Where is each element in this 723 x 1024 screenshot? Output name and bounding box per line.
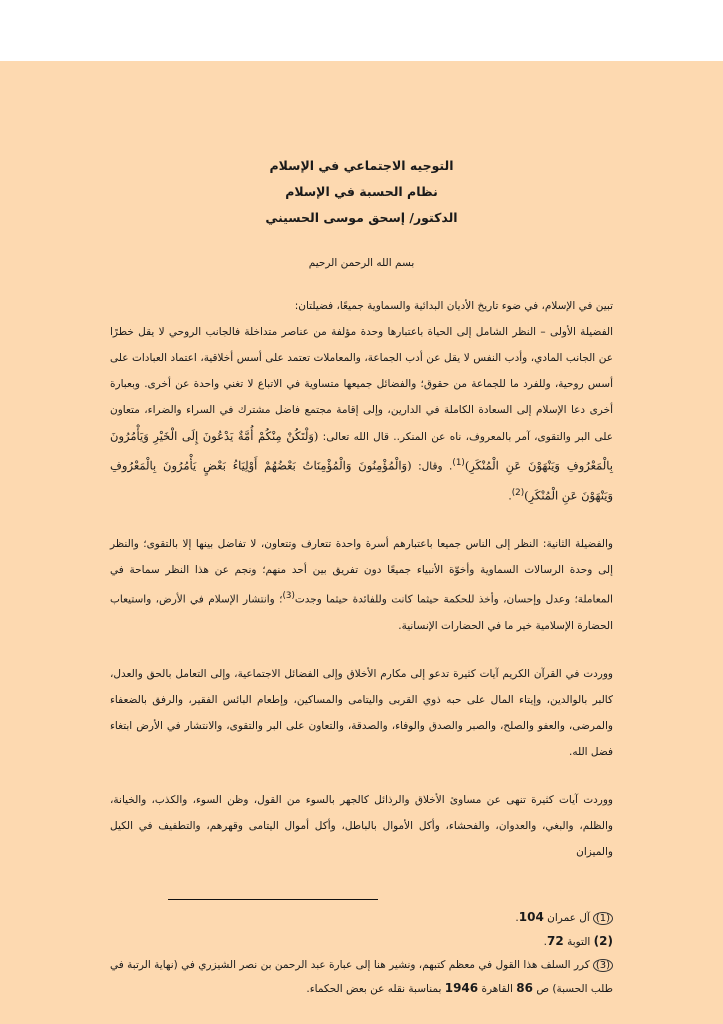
document-page xyxy=(0,61,723,1024)
intro-paragraph: تبين في الإسلام، في ضوء تاريخ الأديان البدائية والسماوية جميعًا، فضيلتان: xyxy=(294,300,613,312)
footnote-mark: (2) xyxy=(593,933,613,948)
footnote-number: 86 xyxy=(516,980,533,995)
paragraph-virtues-verses: ووردت في القرآن الكريم آيات كثيرة تدعو إلى مكارم الأخلاق وإلى الفضائل الاجتماعية، وإلى التعامل بالحق والعدل، كالبر بالوالدين، وإيتاء المال على حبه ذوي القربى واليتامى والمساكين، وإطعام البائس الفقير، والرفق بالضعفاء والمرضى، والعفو والصلح، والصبر والصدق والوفاء، والصدقة، والتعاون على البر والتقوى، والانتشار في الأرض ابتغاء فضل الله. xyxy=(110,667,613,758)
footnote-1 xyxy=(110,906,613,930)
footnote-text: . xyxy=(515,911,519,924)
footnote-ref-2[interactable]: (2) xyxy=(511,487,525,498)
subtitle: نظام الحسبة في الإسلام xyxy=(285,184,438,199)
footnote-text: كرر السلف هذا القول في معظم كتبهم، ونشير هنا إلى عبارة عبد الرحمن بن نصر الشيزري في (نهاية الرتبة في طلب الحسبة) ص xyxy=(110,958,613,995)
paragraph-vices-verses: ووردت آيات كثيرة تنهى عن مساوئ الأخلاق والرذائل كالجهر بالسوء من القول، وظن السوء، والكذب، والخيانة، والظلم، والبغي، والعدوان، والفحشاء، وأكل الأموال بالباطل، وأكل أموال اليتامى وقهرهم، والتطفيف في الكيل والميزان xyxy=(110,793,613,858)
paragraph-text: ؛ وانتشار الإسلام في الأرض، واستيعاب الحضارة الإسلامية خير ما في الحضارات الإنسانية. xyxy=(110,593,613,632)
footnote-mark: (1) xyxy=(593,912,613,925)
footnote-mark: (3) xyxy=(593,959,613,972)
footnote-ref-1[interactable]: (1) xyxy=(452,458,465,468)
footnote-text: التوبة xyxy=(567,935,591,948)
footnote-text: . xyxy=(543,935,548,948)
paragraph-text: . xyxy=(508,490,512,502)
title-block xyxy=(110,153,613,231)
author: الدكتور/ إسحق موسى الحسيني xyxy=(265,210,458,225)
paragraph-text: الفضيلة الأولى – النظر الشامل إلى الحياة باعتبارها وحدة مؤلفة من عناصر متداخلة فالجانب الروحي لا يقل خطرًا عن الجانب المادي، وأدب النفس لا يقل عن أدب الجماعة، والمعاملات تعتمد على أسس أخلاقية، اعتماد العبادات على أسس روحية، وللفرد ما للجماعة من حقوق؛ والفضائل جميعها متساوية في الاتباع لا تغني واحدة عن أخرى. وبعبارة أخرى دعا الإسلام إلى السعادة الكاملة في الدارين، وإلى إقامة مجتمع فاضل مشترك في السراء والضراء، متعاون على البر والتقوى، آمر بالمعروف، ناه عن المنكر.. قال الله تعالى: xyxy=(110,326,613,443)
footnote-number: 72 xyxy=(547,933,564,948)
quran-verse-2: (وَالْمُؤْمِنُونَ وَالْمُؤْمِنَاتُ بَعْضُهُمْ أَوْلِيَاءُ بَعْضٍ يَأْمُرُونَ بِالْمَعْرُوفِ وَيَنْهَوْنَ عَنِ الْمُنْكَرِ) xyxy=(110,458,613,502)
footnote-text: بمناسبة نقله عن بعض الحكماء. xyxy=(306,982,442,995)
paragraph-text: والفضيلة الثانية: النظر إلى الناس جميعا باعتبارهم أسرة واحدة تتعارف وتتعاون، لا تفاضل بينها إلا بالتقوى؛ والنظر إلى وحدة الرسالات السماوية وأخوّة الأنبياء جميعًا دون تفريق بين أحد منهم؛ ونجم عن هذا النظر سماحة في المعاملة؛ وعدل وإحسان، وأخذ للحكمة حيثما كانت وللفائدة حيثما وجدت xyxy=(110,538,613,606)
paragraph-first-virtue xyxy=(110,319,613,509)
footnote-number: 1946 xyxy=(444,980,479,995)
footnote-number: 104 xyxy=(518,909,544,924)
footnote-text: آل عمران xyxy=(547,911,590,924)
quran-verse-1: (وَلْتَكُنْ مِنْكُمْ أُمَّةٌ يَدْعُونَ إِلَى الْخَيْرِ وَيَأْمُرُونَ بِالْمَعْرُوفِ وَيَنْهَوْنَ عَنِ الْمُنْكَرِ) xyxy=(110,429,613,473)
footnote-text: القاهرة xyxy=(481,982,513,995)
footnote-3 xyxy=(110,954,613,1001)
main-title: التوجيه الاجتماعي في الإسلام xyxy=(269,158,454,173)
footnote-separator xyxy=(168,899,378,900)
footnotes xyxy=(110,906,613,1001)
paragraph-text: . وقال: xyxy=(418,460,453,473)
paragraph-second-virtue xyxy=(110,531,613,639)
basmala: بسم الله الرحمن الرحيم xyxy=(308,257,415,269)
footnote-2 xyxy=(110,930,613,954)
footnote-ref-3[interactable]: (3) xyxy=(282,591,295,601)
